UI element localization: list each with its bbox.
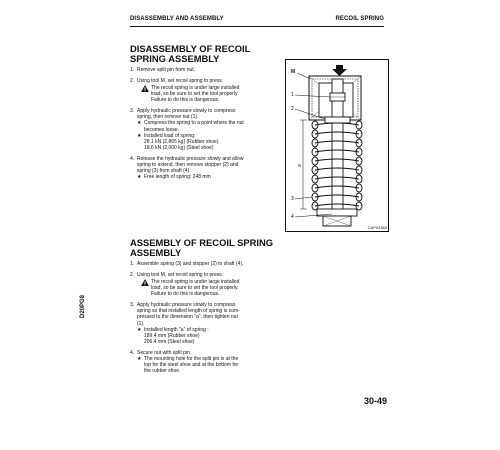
recoil-spring-diagram (285, 59, 389, 232)
step-line: Apply hydraulic pressure slowly to compress (137, 302, 236, 309)
assembly-section (130, 238, 280, 374)
header-section-title: DISASSEMBLY AND ASSEMBLY (130, 16, 224, 22)
label-shaft: 4 (291, 214, 294, 220)
step-text: Using tool M, set recoil spring to press. (137, 271, 224, 278)
warning-line: Failure to do this is dangerous. (151, 97, 220, 104)
step-number: 1. (130, 260, 135, 267)
step-number: 4. (130, 349, 135, 356)
note-line: top for the steel shoe and at the bottom for (144, 362, 239, 369)
label-stopper: 2 (291, 106, 294, 112)
step-text: Using tool M, set recoil spring to press. (137, 77, 224, 84)
star-icon: ★ (137, 355, 142, 362)
spec-value: 28.1 kN (2,865 kg) (Rubber shoe) (144, 138, 219, 145)
warning-note (137, 85, 280, 103)
page-number: 30-49 (364, 396, 388, 406)
spec-value: 19.6 kN (2,000 kg) (Steel shoe) (144, 144, 214, 151)
step-line: spring, then remove nut (1). (137, 114, 199, 121)
star-icon: ★ (137, 174, 142, 181)
step-number: 1. (130, 66, 135, 73)
warning-icon (141, 279, 149, 286)
disassembly-title-line2: SPRING ASSEMBLY (130, 52, 220, 64)
star-icon: ★ (137, 120, 142, 127)
spec-value: 189.4 mm (Rubber shoe) (144, 332, 200, 339)
note (137, 133, 280, 151)
note-line: Compress the spring to a point where the nut (144, 120, 244, 127)
side-document-code: D20PG8 (80, 294, 86, 318)
spec-value: 206.4 mm (Steel shoe) (144, 338, 195, 345)
header-topic-title: RECOIL SPRING (335, 16, 384, 22)
note-line: becomes loose. (144, 126, 180, 133)
label-spring: 3 (291, 196, 294, 202)
step-line: Release the hydraulic pressure slowly and allow (137, 155, 244, 162)
step-number: 2. (130, 271, 135, 278)
assembly-step-2 (130, 272, 280, 297)
assembly-title (130, 238, 280, 258)
disassembly-title-line1: DISASSEMBLY OF RECOIL (130, 43, 251, 54)
assembly-step-1 (130, 261, 280, 267)
step-line: spring so that installed length of spring is com- (137, 308, 240, 315)
page-header (130, 16, 384, 27)
step-number: 4. (130, 155, 135, 162)
warning-icon (141, 85, 149, 92)
disassembly-step-1 (130, 67, 280, 73)
note-line: Free length of spring: 248 mm (144, 174, 211, 181)
step-line: pressed to the dimension "a", then tighten nut (137, 314, 238, 321)
step-text: Assemble spring (3) and stopper (2) to shaft (4). (137, 260, 244, 267)
label-tool-m: M (291, 69, 296, 75)
label-nut: 1 (291, 92, 294, 98)
disassembly-step-4 (130, 156, 280, 180)
step-line: Apply hydraulic pressure slowly to compress (137, 108, 236, 115)
note-line: Installed length "a" of spring : (144, 326, 209, 333)
assembly-step-4 (130, 350, 280, 374)
step-line: spring to extend, then remove stopper (2) and (137, 161, 239, 168)
figure-caption: CAP03383 (367, 225, 387, 230)
warning-line: load, so be sure to set the tool properly. (151, 285, 239, 292)
step-number: 3. (130, 302, 135, 309)
star-icon: ★ (137, 132, 142, 139)
recoil-spring-press-figure (285, 59, 389, 232)
disassembly-step-3 (130, 108, 280, 151)
step-text: Secure nut with split pin. (137, 349, 192, 356)
disassembly-step-2 (130, 78, 280, 103)
assembly-title-line1: ASSEMBLY OF RECOIL SPRING (130, 237, 274, 248)
star-icon: ★ (137, 326, 142, 333)
disassembly-section (130, 44, 280, 180)
step-number: 3. (130, 108, 135, 115)
step-line: spring (3) from shaft (4). (137, 168, 191, 175)
note-line: The mounting hole for the split pin is at the (144, 355, 239, 362)
assembly-step-3 (130, 302, 280, 345)
note (137, 174, 280, 180)
warning-line: Failure to do this is dangerous. (151, 291, 220, 298)
note-line: Installed load of spring: (144, 132, 196, 139)
warning-line: The recoil spring is under large installed (151, 278, 240, 285)
step-text: Remove split pin from nut. (137, 66, 196, 73)
warning-note (137, 279, 280, 297)
note (137, 356, 280, 374)
warning-line: load, so be sure to set the tool properly. (151, 91, 239, 98)
step-line: (1). (137, 320, 145, 327)
disassembly-title (130, 44, 280, 64)
step-number: 2. (130, 77, 135, 84)
note-line: the rubber shoe. (144, 368, 181, 375)
note (137, 327, 280, 345)
label-dimension-a: a (298, 163, 301, 169)
note (137, 120, 280, 132)
warning-line: The recoil spring is under large installed (151, 84, 240, 91)
assembly-title-line2: ASSEMBLY (130, 246, 182, 258)
